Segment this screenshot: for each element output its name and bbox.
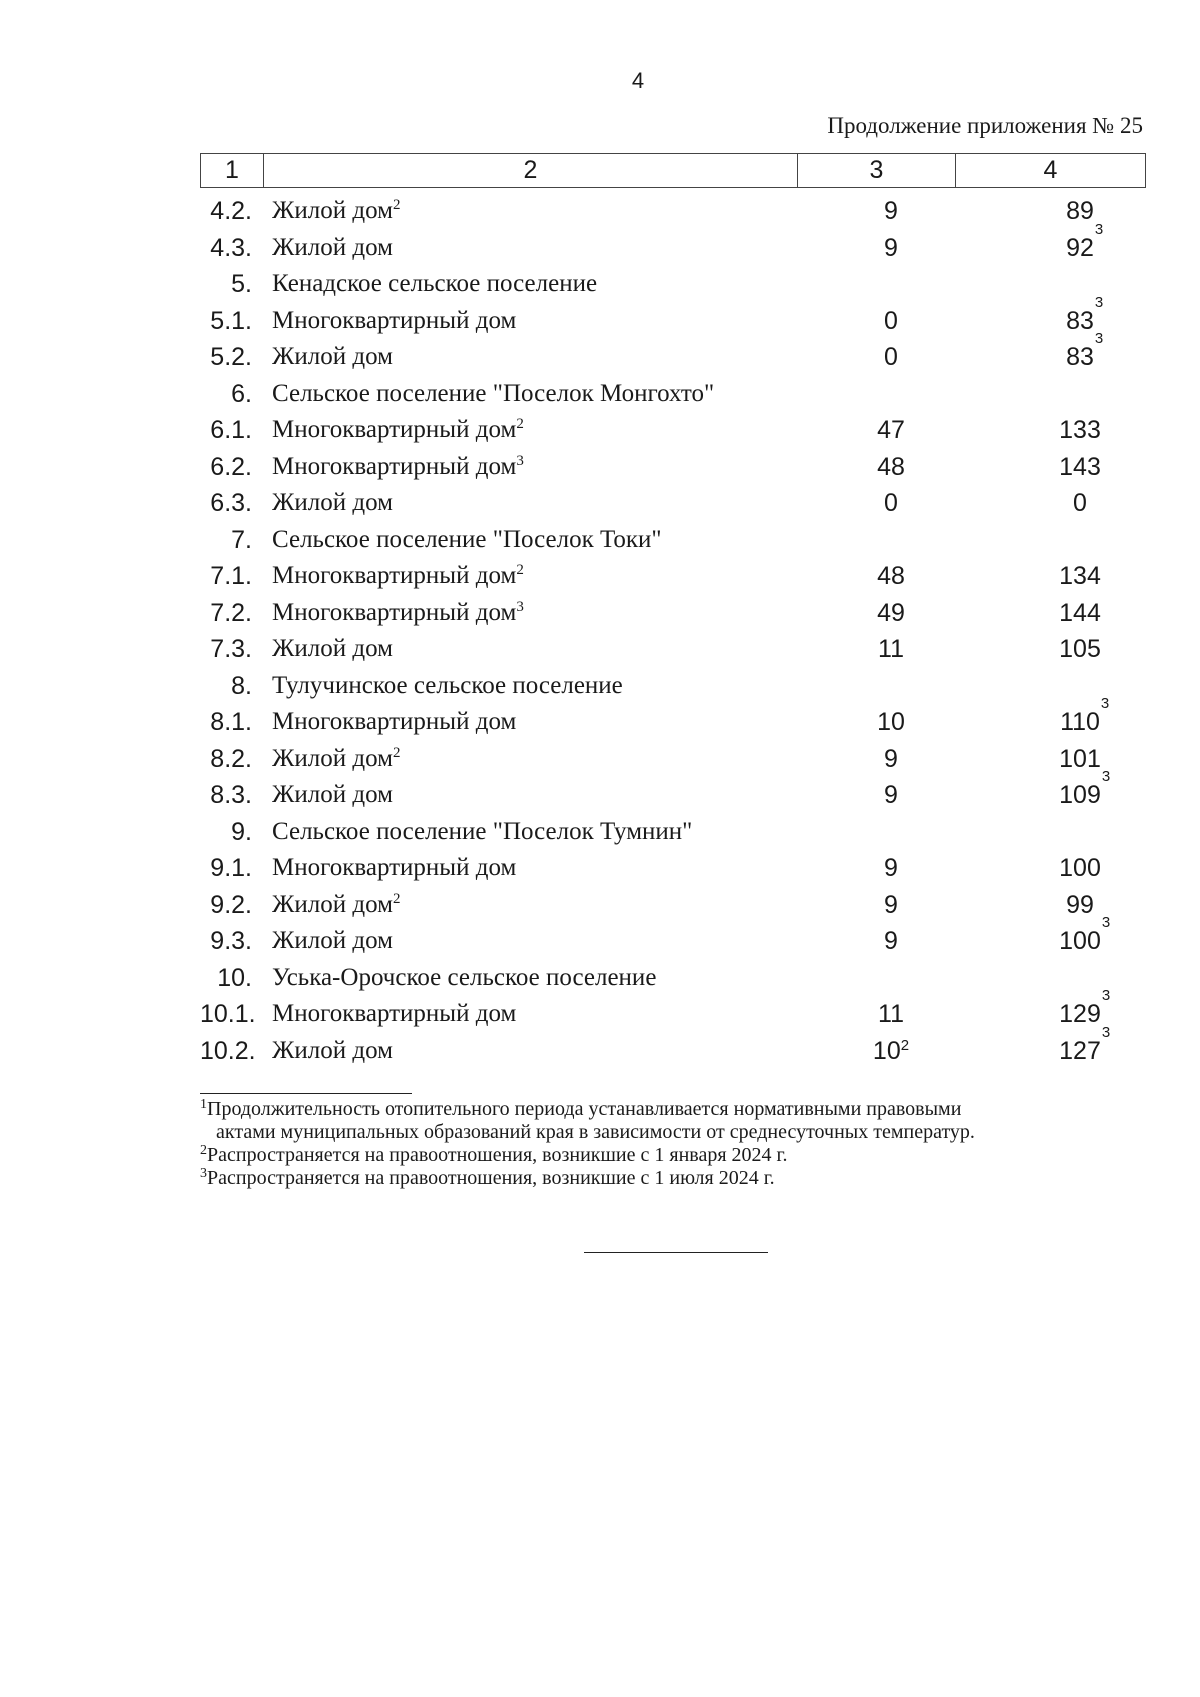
row-name-footnote-mark: 2 xyxy=(516,416,524,432)
table-row xyxy=(200,558,1145,595)
row-number: 8. xyxy=(231,671,252,700)
table-row xyxy=(200,266,1145,303)
table-row xyxy=(200,850,1145,887)
row-name-footnote-mark: 2 xyxy=(392,890,401,907)
row-col-3: 9 xyxy=(884,854,898,882)
row-col-3: 47 xyxy=(877,416,905,444)
footnote-separator xyxy=(200,1093,412,1094)
row-col-4: 105 xyxy=(1059,635,1101,663)
page-number: 4 xyxy=(631,68,645,93)
row-col-3: 0 xyxy=(884,343,898,371)
table-row xyxy=(200,449,1145,486)
row-number: 8.1. xyxy=(210,708,252,736)
row-number: 10.1. xyxy=(200,1000,256,1028)
table-row xyxy=(200,914,1145,960)
footnote-text: актами муниципальных образований края в зависимости от среднесуточных температур. xyxy=(216,1121,975,1143)
row-col-3: 9 xyxy=(884,927,898,955)
row-col-3: 9 xyxy=(884,233,898,262)
table-row xyxy=(200,631,1145,668)
row-col-3: 9 xyxy=(884,890,898,919)
row-col-3: 9 xyxy=(884,744,898,773)
row-name-footnote-mark: 3 xyxy=(516,598,524,615)
row-col-4: 129 3 xyxy=(1059,987,1111,1028)
table-row xyxy=(200,293,1145,340)
row-number: 10. xyxy=(217,963,252,992)
row-col-3: 9 xyxy=(884,781,898,809)
row-name-footnote-mark: 2 xyxy=(392,197,401,213)
row-name: Многоквартирный дом xyxy=(272,306,517,334)
row-name-footnote-mark: 2 xyxy=(392,744,401,761)
table-row xyxy=(200,987,1145,1033)
row-name: Многоквартирный дом xyxy=(272,854,517,881)
row-name: Уська-Орочское сельское поселение xyxy=(272,963,657,991)
row-number: 7. xyxy=(231,525,252,554)
table-row xyxy=(200,522,1145,559)
row-col-3: 9 xyxy=(884,197,898,225)
table-row xyxy=(200,814,1145,851)
row-name: Сельское поселение "Поселок Тумнин" xyxy=(272,817,693,845)
table-row xyxy=(200,741,1145,778)
table-row xyxy=(200,412,1145,449)
row-number: 6. xyxy=(231,379,252,408)
row-name: Тулучинское сельское поселение xyxy=(272,671,623,699)
table-header xyxy=(200,153,1146,188)
row-number: 10.2. xyxy=(200,1036,256,1065)
row-col-3-footnote-mark: 2 xyxy=(900,1036,910,1054)
row-col-3: 11 xyxy=(878,1000,904,1028)
row-name-footnote-mark: 2 xyxy=(516,562,524,578)
row-name: Жилой дом xyxy=(272,343,393,370)
row-number: 5.2. xyxy=(210,343,252,371)
row-number: 7.2. xyxy=(210,598,252,627)
row-number: 8.3. xyxy=(210,781,252,809)
table-row xyxy=(200,485,1145,522)
row-number: 7.1. xyxy=(210,562,252,590)
header-col-4: 4 xyxy=(956,154,1146,188)
row-number: 5.1. xyxy=(210,306,252,335)
footnote xyxy=(200,1098,1145,1121)
table-row xyxy=(200,768,1145,814)
row-col-4: 134 xyxy=(1059,562,1101,590)
footnote-continuation xyxy=(200,1121,1145,1144)
row-number: 4.3. xyxy=(210,233,252,262)
row-name: Жилой дом xyxy=(272,927,393,954)
row-number: 9.1. xyxy=(210,854,252,882)
row-col-4: 101 xyxy=(1059,744,1101,773)
row-name: Кенадское сельское поселение xyxy=(272,270,598,297)
row-col-4: 127 3 xyxy=(1059,1023,1111,1065)
row-name: Жилой дом$^2$ xyxy=(272,744,401,772)
row-name: Многоквартирный дом xyxy=(272,708,517,735)
table-row xyxy=(200,695,1145,741)
row-col-3: 48 xyxy=(877,562,905,590)
row-name: Многоквартирный дом xyxy=(272,1000,517,1027)
row-name-footnote-mark: 3 xyxy=(516,452,524,469)
row-col-3: 10 xyxy=(877,708,905,736)
row-col-4: 109 3 xyxy=(1059,768,1111,809)
footnote-text: Распространяется на правоотношения, возникшие с 1 января 2024 г. xyxy=(207,1144,788,1166)
header-col-1: 1 xyxy=(201,154,264,188)
row-number: 5. xyxy=(231,270,252,298)
table-body xyxy=(200,193,1145,1069)
row-number: 7.3. xyxy=(210,635,252,663)
row-name: Жилой дом xyxy=(272,635,393,662)
row-name: Многоквартирный дом$^2$ xyxy=(272,416,524,443)
footnote-text: Продолжительность отопительного периода устанавливается нормативными правовыми xyxy=(207,1098,962,1120)
header-col-2: 2 xyxy=(264,154,798,188)
row-col-4: 83 3 xyxy=(1066,330,1104,371)
row-name: Жилой дом xyxy=(272,233,393,261)
footnote-mark: 3 xyxy=(200,1166,207,1181)
row-col-3: 49 xyxy=(877,598,905,627)
row-number: 6.3. xyxy=(210,489,252,517)
row-col-4: 99 xyxy=(1066,890,1094,919)
row-name: Жилой дом$^2$ xyxy=(272,890,401,918)
row-name: Сельское поселение "Поселок Токи" xyxy=(272,525,662,553)
row-col-4: 143 xyxy=(1059,452,1101,481)
row-number: 8.2. xyxy=(210,744,252,773)
row-col-4: 110 3 xyxy=(1060,695,1110,736)
table-row xyxy=(200,376,1145,413)
header-col-3: 3 xyxy=(798,154,956,188)
footnote-mark: 1 xyxy=(200,1097,207,1112)
row-name: Жилой дом xyxy=(272,1036,393,1064)
footnote xyxy=(200,1144,1145,1167)
footnote xyxy=(200,1167,1145,1190)
row-col-4: 83 3 xyxy=(1066,293,1104,335)
table-row xyxy=(200,595,1145,632)
row-number: 9.2. xyxy=(210,890,252,919)
row-col-3: 0 xyxy=(884,489,898,517)
row-name: Многоквартирный дом$^2$ xyxy=(272,562,524,589)
appendix-label: Продолжение приложения № 25 xyxy=(827,113,1143,138)
row-col-4: 144 xyxy=(1059,598,1101,627)
row-col-4: 89 xyxy=(1066,197,1094,225)
end-line xyxy=(584,1252,768,1253)
table-row xyxy=(200,960,1145,997)
row-name: Жилой дом xyxy=(272,781,393,808)
table-row xyxy=(200,330,1145,376)
row-name: Многоквартирный дом$^3$ xyxy=(272,598,524,626)
row-number: 6.1. xyxy=(210,416,252,444)
row-col-4: 133 xyxy=(1059,416,1101,444)
row-col-4: 0 xyxy=(1073,489,1087,517)
row-col-4: 92 3 xyxy=(1066,220,1104,262)
row-name: Сельское поселение "Поселок Монгохто" xyxy=(272,379,715,407)
table-row xyxy=(200,887,1145,924)
row-number: 4.2. xyxy=(210,197,252,225)
row-col-3: 0 xyxy=(884,306,898,335)
footnotes xyxy=(200,1098,1145,1190)
row-col-4: 100 3 xyxy=(1059,914,1111,955)
table-row xyxy=(200,1023,1145,1070)
table-row xyxy=(200,193,1145,230)
row-col-3: 48 xyxy=(877,452,905,481)
row-name: Многоквартирный дом$^3$ xyxy=(272,452,524,480)
footnote-mark: 2 xyxy=(200,1143,207,1158)
row-col-3: 11 xyxy=(878,635,904,663)
row-number: 9.3. xyxy=(210,927,252,955)
table-row xyxy=(200,668,1145,705)
row-name: Жилой дом$^2$ xyxy=(272,197,401,224)
row-col-3: $10^2$ xyxy=(872,1036,910,1065)
row-col-4: 100 xyxy=(1059,854,1101,882)
row-name: Жилой дом xyxy=(272,489,393,516)
row-number: 6.2. xyxy=(210,452,252,481)
footnote-text: Распространяется на правоотношения, возникшие с 1 июля 2024 г. xyxy=(207,1167,775,1189)
row-number: 9. xyxy=(231,817,252,846)
table-row xyxy=(200,220,1145,267)
